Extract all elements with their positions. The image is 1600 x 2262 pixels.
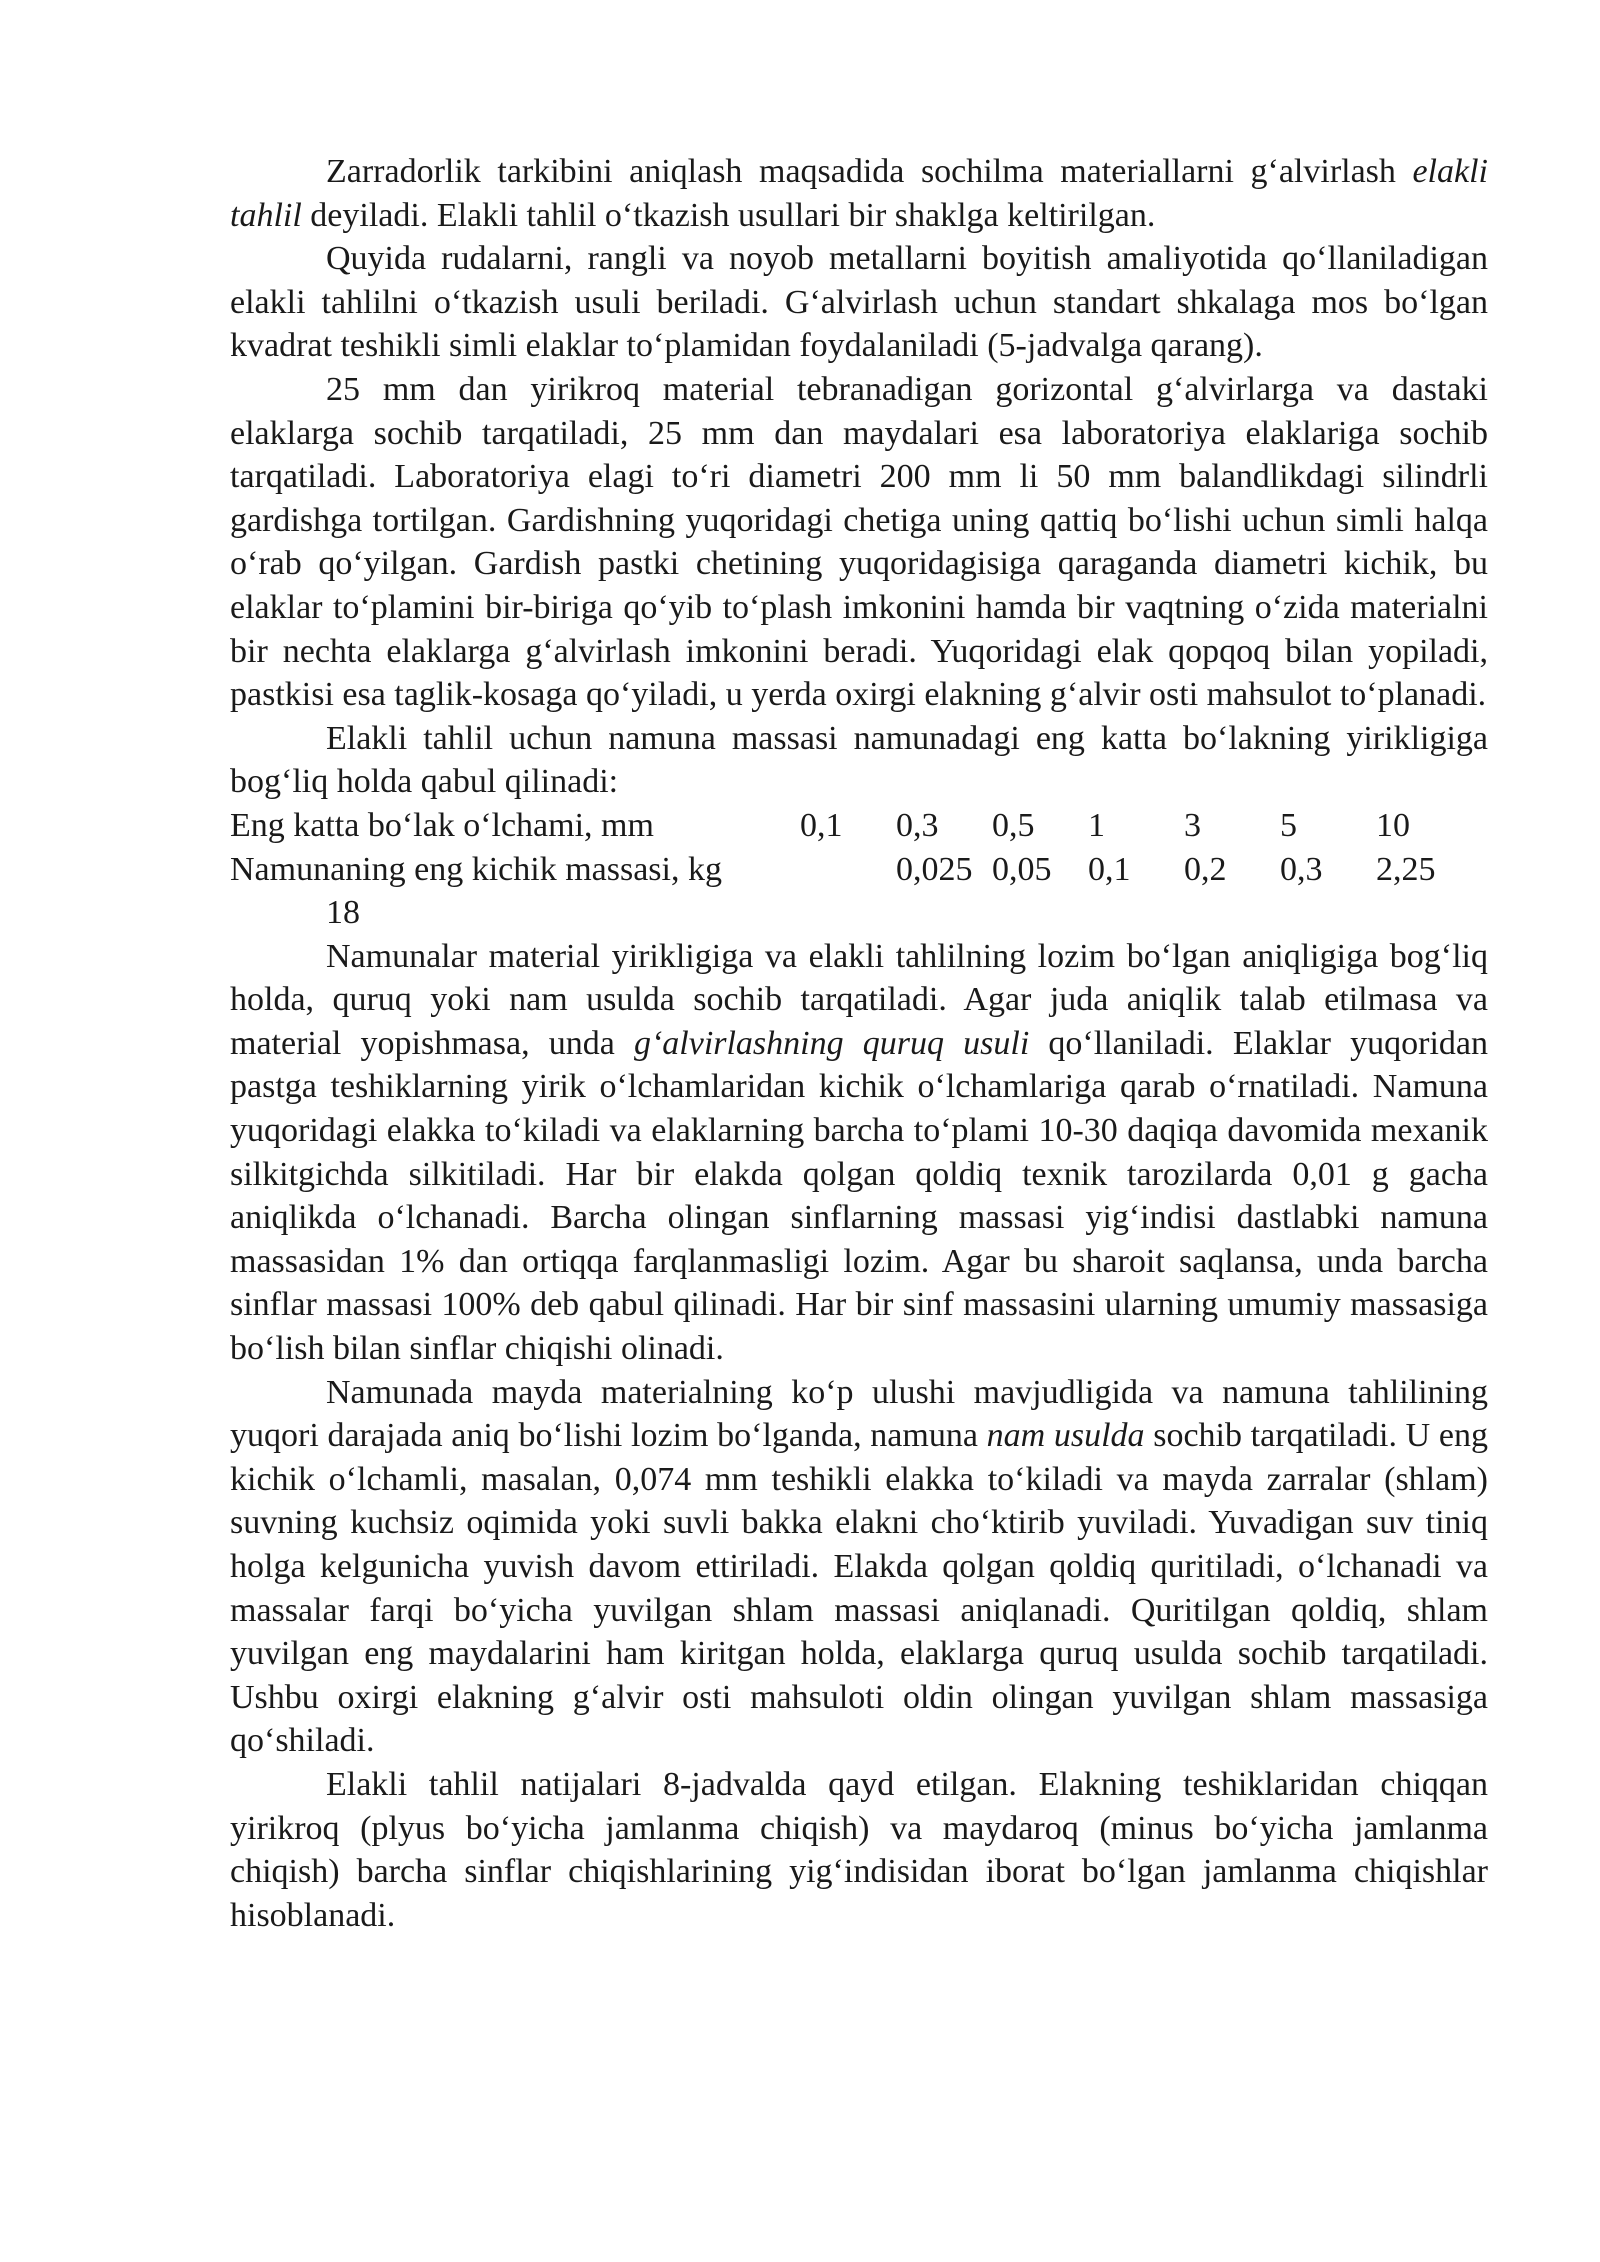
table-cell	[800, 848, 896, 892]
row-label: Eng katta bo‘lak o‘lchami, mm	[230, 806, 654, 844]
table-cell: 10	[1376, 806, 1410, 844]
table-cell: 0,3	[896, 806, 939, 844]
paragraph-5-text-a: Namunalar material yirikligiga va elakli tahlilning lozim bo‘lgan aniqligiga bog‘liq holda, quruq yoki nam usulda sochib tarqatiladi. Agar juda aniqlik talab etilmasa va material yopishmasa, unda	[230, 937, 1488, 1062]
table-cell: 0,025	[896, 850, 973, 888]
row-label: Namunaning eng kichik massasi, kg	[230, 850, 722, 888]
table-row-wrap	[230, 891, 1488, 935]
table-cell: 1	[1088, 806, 1105, 844]
paragraph-1-emphasis: elakli tahlil	[230, 153, 1488, 234]
table-cell: 2,25	[1376, 850, 1436, 888]
table-row-particle-size	[230, 804, 1488, 848]
paragraph-3: 25 mm dan yirikroq material tebranadigan gorizontal g‘alvirlarga va dastaki elaklarga sochib tarqatiladi, 25 mm dan maydalari esa laboratoriya elaklariga sochib tarqatiladi. Laboratoriya elagi to‘ri diametri 200 mm li 50 mm balandlikdagi silindrli gardishga tortilgan. Gardishning yuqoridagi chetiga uning qattiq bo‘lishi uchun simli halqa o‘rab qo‘yilgan. Gardish pastki chetining yuqoridagisiga qaraganda diametri kichik, bu elaklar to‘plamini bir-biriga qo‘yib to‘plash imkonini hamda bir vaqtning o‘zida materialni bir nechta elaklarga g‘alvirlash imkonini beradi. Yuqoridagi elak qopqoq bilan yopiladi, pastkisi esa taglik-kosaga qo‘yiladi, u yerda oxirgi elakning g‘alvir osti mahsulot to‘planadi.	[230, 370, 1488, 714]
paragraph-5-text-b: qo‘llaniladi. Elaklar yuqoridan pastga teshiklarning yirik o‘lchamlaridan kichik o‘lchamlariga qarab o‘rnatiladi. Namuna yuqoridagi elakka to‘kiladi va elaklarning barcha to‘plami 10-30 daqiqa davomida mexanik silkitgichda silkitiladi. Har bir elakda qolgan qoldiq texnik tarozilarda 0,01 g gacha aniqlikda o‘lchanadi. Barcha olingan sinflarning massasi yig‘indisi dastlabki namuna massasidan 1% dan ortiqqa farqlanmasligi lozim. Agar bu sharoit saqlansa, unda barcha sinflar massasi 100% deb qabul qilinadi. Har bir sinf massasini ularning umumiy massasiga bo‘lish bilan sinflar chiqishi olinadi.	[230, 1024, 1488, 1368]
table-cell: 0,5	[992, 806, 1035, 844]
document-page	[230, 150, 1488, 1937]
paragraph-1-text-b: deyiladi. Elakli tahlil o‘tkazish usullari bir shaklga keltirilgan.	[301, 196, 1156, 234]
table-cell: 0,1	[1088, 850, 1131, 888]
table-cell: 0,1	[800, 806, 843, 844]
paragraph-1	[230, 150, 1488, 237]
table-cell: 0,3	[1280, 850, 1323, 888]
table-cell: 3	[1184, 806, 1201, 844]
paragraph-6-text-a: Namunada mayda materialning ko‘p ulushi mavjudligida va namuna tahlilining yuqori darajada aniq bo‘lishi lozim bo‘lganda, namuna	[230, 1373, 1488, 1455]
paragraph-7: Elakli tahlil natijalari 8-jadvalda qayd etilgan. Elakning teshiklaridan chiqqan yirikroq (plyus bo‘yicha jamlanma chiqish) va maydaroq (minus bo‘yicha jamlanma chiqish) barcha sinflar chiqishlarining yig‘indisidan iborat bo‘lgan jamlanma chiqishlar hisoblanadi.	[230, 1765, 1488, 1934]
table-cell: 18	[326, 894, 360, 932]
paragraph-5	[230, 935, 1488, 1371]
table-cell: 5	[1280, 806, 1297, 844]
table-row-sample-mass	[230, 848, 1488, 892]
paragraph-6-emphasis: nam usulda	[986, 1417, 1145, 1455]
paragraph-4: Elakli tahlil uchun namuna massasi namunadagi eng katta bo‘lakning yirikligiga bog‘liq holda qabul qilinadi:	[230, 719, 1488, 801]
table-cell: 0,2	[1184, 850, 1227, 888]
paragraph-5-emphasis: g‘alvirlashning quruq usuli	[633, 1024, 1030, 1062]
sample-mass-table	[230, 804, 1488, 935]
paragraph-2: Quyida rudalarni, rangli va noyob metallarni boyitish amaliyotida qo‘llaniladigan elakli tahlilni o‘tkazish usuli beriladi. G‘alvirlash uchun standart shkalaga mos bo‘lgan kvadrat teshikli simli elaklar to‘plamidan foydalaniladi (5-jadvalga qarang).	[230, 240, 1488, 365]
paragraph-1-text-a: Zarradorlik tarkibini aniqlash maqsadida sochilma materiallarni g‘alvirlash	[326, 153, 1413, 190]
paragraph-6-text-b: sochib tarqatiladi. U eng kichik o‘lchamli, masalan, 0,074 mm teshikli elakka to‘kiladi va mayda zarralar (shlam) suvning kuchsiz oqimida yoki suvli bakka elakni cho‘ktirib yuviladi. Yuvadigan suv tiniq holga kelgunicha yuvish davom ettiriladi. Elakda qolgan qoldiq quritiladi, o‘lchanadi va massalar farqi bo‘yicha yuvilgan shlam massasi aniqlanadi. Quritilgan qoldiq, shlam yuvilgan eng maydalarini ham kiritgan holda, elaklarga quruq usulda sochib tarqatiladi. Ushbu oxirgi elakning g‘alvir osti mahsuloti oldin olingan yuvilgan shlam massasiga qo‘shiladi.	[230, 1417, 1488, 1760]
paragraph-6	[230, 1371, 1488, 1763]
table-cell: 0,05	[992, 850, 1052, 888]
